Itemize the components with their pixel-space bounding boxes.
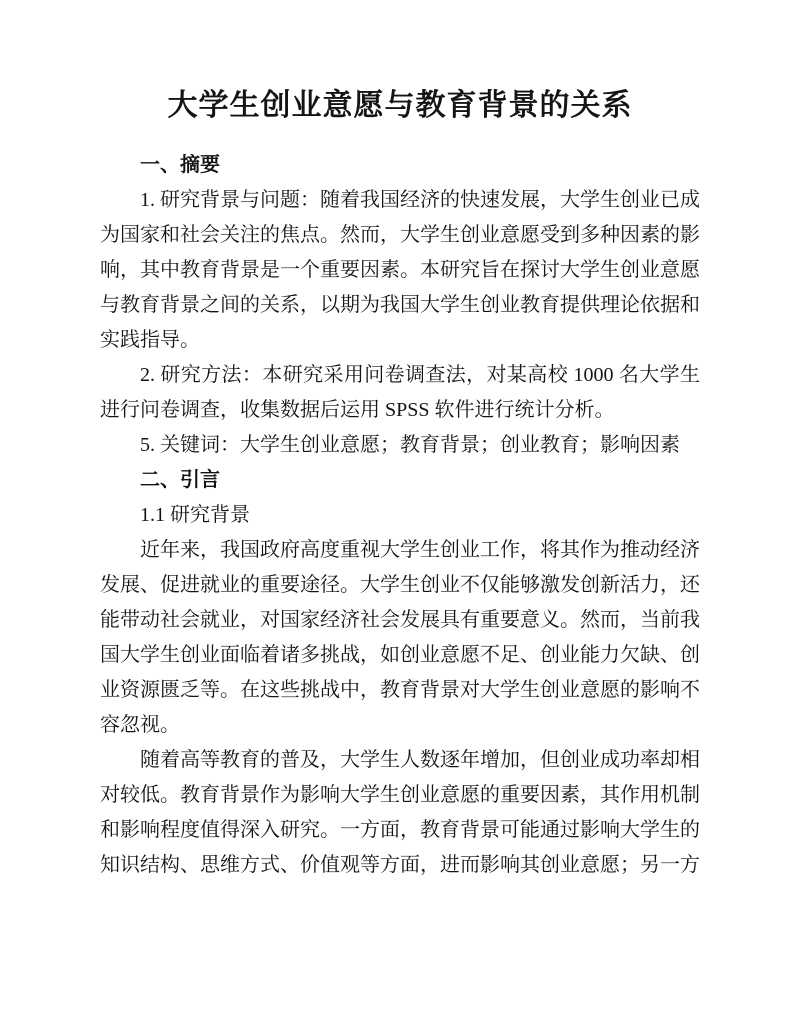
intro-paragraph-1: 近年来，我国政府高度重视大学生创业工作，将其作为推动经济发展、促进就业的重要途径。大学生创业不仅能够激发创新活力，还能带动社会就业，对国家经济社会发展具有重要意义。然而，当前我国大学生创业面临着诸多挑战，如创业意愿不足、创业能力欠缺、创业资源匮乏等。在这些挑战中，教育背景对大学生创业意愿的影响不容忽视。 xyxy=(100,539,700,736)
abstract-item-1-research-background: 1. 研究背景与问题：随着我国经济的快速发展，大学生创业已成为国家和社会关注的焦点。然而，大学生创业意愿受到多种因素的影响，其中教育背景是一个重要因素。本研究旨在探讨大学生创业意愿与教育背景之间的关系，以期为我国大学生创业教育提供理论依据和实践指导。 xyxy=(100,189,700,351)
document-title: 大学生创业意愿与教育背景的关系 xyxy=(167,89,633,122)
abstract-item-2-research-method: 2. 研究方法：本研究采用问卷调查法，对某高校 1000 名大学生进行问卷调查，收集数据后运用 SPSS 软件进行统计分析。 xyxy=(100,364,700,421)
subheading-research-background: 1.1 研究背景 xyxy=(140,504,250,526)
abstract-item-5-keywords: 5. 关键词：大学生创业意愿；教育背景；创业教育；影响因素 xyxy=(140,434,680,456)
intro-paragraph-2: 随着高等教育的普及，大学生人数逐年增加，但创业成功率却相对较低。教育背景作为影响大学生创业意愿的重要因素，其作用机制和影响程度值得深入研究。一方面，教育背景可能通过影响大学生的知识结构、思维方式、价值观等方面，进而影响其创业意愿；另一方 xyxy=(100,749,700,876)
heading-introduction: 二、引言 xyxy=(140,469,220,491)
heading-abstract: 一、摘要 xyxy=(140,154,220,176)
